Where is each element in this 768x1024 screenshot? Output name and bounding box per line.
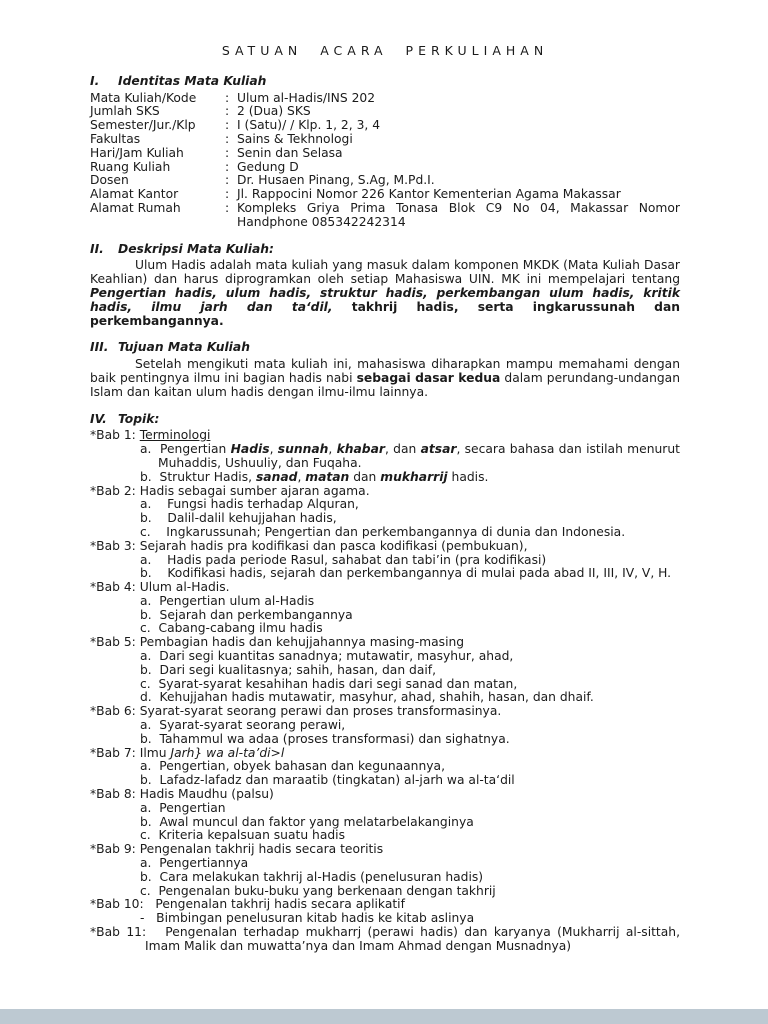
section-topics-heading bbox=[90, 413, 680, 427]
text-segment: d. Kehujjahan hadis mutawatir, masyhur, ahad, shahih, hasan, dan dhaif. bbox=[140, 690, 594, 705]
identity-row-separator: : bbox=[225, 104, 230, 119]
identity-row-label: Alamat Kantor bbox=[90, 187, 179, 202]
section-topics-number: IV. bbox=[90, 411, 107, 426]
identity-row-value: 2 (Dua) SKS bbox=[237, 104, 311, 119]
section-identity-heading bbox=[90, 75, 680, 89]
text-segment: c. Syarat-syarat kesahihan hadis dari segi sanad dan matan, bbox=[140, 676, 518, 691]
topic-item bbox=[140, 664, 680, 678]
text-segment: *Bab 10: Pengenalan takhrij hadis secara aplikatif bbox=[90, 897, 405, 912]
text-segment: a. Pengertian ulum al-Hadis bbox=[140, 593, 315, 608]
text-segment: - Bimbingan penelusuran kitab hadis ke kitab aslinya bbox=[140, 911, 475, 926]
text-segment: *Bab 5: Pembagian hadis dan kehujjahannya masing-masing bbox=[90, 635, 465, 650]
text-segment: *Bab 11: Pengenalan terhadap mukharrj (perawi hadis) dan karyanya (Mukharrij al-sittah, Imam Malik dan muwatta’nya dan Imam Ahmad dengan Musnadnya) bbox=[90, 925, 680, 953]
text-segment: a. Hadis pada periode Rasul, sahabat dan tabi’in (pra kodifikasi) bbox=[140, 552, 547, 567]
identity-row-value: Ulum al-Hadis/INS 202 bbox=[237, 90, 376, 105]
identity-row-value: Kompleks Griya Prima Tonasa Blok C9 No 04, Makassar Nomor Handphone 085342242314 bbox=[237, 200, 680, 229]
text-segment: a. Syarat-syarat seorang perawi, bbox=[140, 718, 346, 733]
identity-row-label: Ruang Kuliah bbox=[90, 159, 171, 174]
topic-item bbox=[140, 774, 680, 788]
identity-row-separator: : bbox=[225, 200, 230, 215]
topic-item bbox=[140, 678, 680, 692]
text-segment: khabar bbox=[336, 442, 385, 457]
text-segment: Setelah mengikuti mata kuliah ini, mahasiswa diharapkan mampu memahami dengan baik pentingnya ilmu ini bagian hadis nabi bbox=[90, 357, 680, 385]
section-topics bbox=[90, 413, 680, 954]
identity-row-separator: : bbox=[225, 131, 230, 146]
topic-item bbox=[90, 843, 680, 857]
text-segment: *Bab 8: Hadis Maudhu (palsu) bbox=[90, 787, 274, 802]
text-segment: c. Cabang-cabang ilmu hadis bbox=[140, 621, 323, 636]
section-objective-title: Tujuan Mata Kuliah bbox=[118, 340, 250, 355]
viewer-bottom-bar bbox=[0, 1009, 768, 1024]
text-segment: serta ingkarussunah dan perkembangannya. bbox=[90, 299, 680, 328]
text-segment: b. Dalil-dalil kehujjahan hadis, bbox=[140, 511, 337, 526]
topic-item bbox=[140, 733, 680, 747]
text-segment: , bbox=[297, 469, 306, 484]
topic-item bbox=[140, 622, 680, 636]
topic-item bbox=[140, 512, 680, 526]
topic-item bbox=[90, 581, 680, 595]
topic-item bbox=[90, 926, 680, 954]
topic-item bbox=[140, 829, 680, 843]
section-identity bbox=[90, 75, 680, 230]
text-segment: a. Pengertian bbox=[140, 442, 231, 457]
section-objective-number: III. bbox=[90, 340, 109, 355]
text-segment: b. Kodifikasi hadis, sejarah dan perkembangannya di mulai pada abad II, III, IV, V, H. bbox=[140, 566, 672, 581]
text-segment: a. Dari segi kuantitas sanadnya; mutawatir, masyhur, ahad, bbox=[140, 649, 514, 664]
text-segment: b. Sejarah dan perkembangannya bbox=[140, 607, 353, 622]
section-description-title: Deskripsi Mata Kuliah: bbox=[118, 241, 274, 256]
section-description bbox=[90, 243, 680, 329]
topic-item bbox=[90, 705, 680, 719]
text-segment: c. Pengenalan buku-buku yang berkenaan dengan takhrij bbox=[140, 883, 496, 898]
topic-item bbox=[140, 471, 680, 485]
text-segment: , secara bahasa dan istilah menurut Muhaddis, Ushuuliy, dan Fuqaha. bbox=[158, 442, 680, 470]
section-objective bbox=[90, 341, 680, 399]
text-segment: b. Tahammul wa adaa (proses transformasi) dan sighatnya. bbox=[140, 731, 510, 746]
identity-row bbox=[90, 119, 680, 133]
identity-row bbox=[90, 161, 680, 175]
topic-item bbox=[140, 609, 680, 623]
topic-item bbox=[140, 719, 680, 733]
text-segment: sanad bbox=[255, 469, 298, 484]
text-segment: Ulum Hadis adalah mata kuliah yang masuk dalam komponen MKDK (Mata Kuliah Dasar Keahlian) dan harus diprogramkan oleh setiap Mahasiswa UIN. MK ini mempelajari tentang bbox=[90, 258, 680, 287]
identity-row-value: I (Satu)/ / Klp. 1, 2, 3, 4 bbox=[237, 118, 381, 133]
identity-row-value: Jl. Rappocini Nomor 226 Kantor Kementerian Agama Makassar bbox=[237, 187, 621, 202]
identity-row bbox=[90, 133, 680, 147]
text-segment: a. Pengertiannya bbox=[140, 856, 249, 871]
identity-row bbox=[90, 147, 680, 161]
text-segment: , bbox=[269, 442, 278, 457]
text-segment: b. Awal muncul dan faktor yang melatarbelakanginya bbox=[140, 814, 474, 829]
text-segment: *Bab 3: Sejarah hadis pra kodifikasi dan pasca kodifikasi (pembukuan), bbox=[90, 538, 528, 553]
text-segment: matan bbox=[305, 469, 350, 484]
topic-item bbox=[140, 554, 680, 568]
text-segment: , dan bbox=[384, 442, 421, 457]
text-segment: *Bab 9: Pengenalan takhrij hadis secara teoritis bbox=[90, 842, 384, 857]
text-segment: a. Pengertian, obyek bahasan dan kegunaannya, bbox=[140, 759, 445, 774]
identity-row-value: Senin dan Selasa bbox=[237, 145, 343, 160]
identity-row bbox=[90, 92, 680, 106]
identity-row bbox=[90, 188, 680, 202]
identity-row-label: Dosen bbox=[90, 173, 129, 188]
text-segment: c. Ingkarussunah; Pengertian dan perkembangannya di dunia dan Indonesia. bbox=[140, 524, 626, 539]
topic-item bbox=[140, 816, 680, 830]
identity-row-label: Semester/Jur./Klp bbox=[90, 118, 196, 133]
identity-row bbox=[90, 202, 680, 230]
text-segment: hadis. bbox=[447, 469, 489, 484]
text-segment: Jarh} wa al-ta’di>l bbox=[170, 745, 285, 760]
section-identity-number: I. bbox=[90, 73, 100, 88]
topic-item bbox=[140, 802, 680, 816]
topic-item bbox=[140, 526, 680, 540]
identity-row-separator: : bbox=[225, 90, 230, 105]
section-description-heading bbox=[90, 243, 680, 257]
text-segment: Terminologi bbox=[139, 428, 211, 443]
identity-row-value: Dr. Husaen Pinang, S.Ag, M.Pd.I. bbox=[237, 173, 435, 188]
topic-item bbox=[90, 898, 680, 912]
text-segment: *Bab 1: bbox=[90, 428, 140, 443]
identity-row-separator: : bbox=[225, 187, 230, 202]
identity-row-separator: : bbox=[225, 145, 230, 160]
identity-row-label: Alamat Rumah bbox=[90, 200, 181, 215]
identity-row-separator: : bbox=[225, 118, 230, 133]
text-segment: b. Struktur Hadis, bbox=[140, 469, 256, 484]
topic-item bbox=[140, 443, 680, 471]
description-paragraph bbox=[90, 259, 680, 328]
identity-row bbox=[90, 105, 680, 119]
topic-item bbox=[140, 691, 680, 705]
text-segment: a. Pengertian bbox=[140, 800, 226, 815]
text-segment: dalam perundang-undangan Islam dan kaitan ulum hadis dengan ilmu-ilmu lainnya. bbox=[90, 370, 681, 399]
text-segment: mukharrij bbox=[380, 469, 448, 484]
text-segment: *Bab 6: Syarat-syarat seorang perawi dan proses transformasinya. bbox=[90, 704, 502, 719]
text-segment: *Bab 7: Ilmu bbox=[90, 745, 171, 760]
topic-item bbox=[90, 636, 680, 650]
identity-row-label: Hari/Jam Kuliah bbox=[90, 145, 184, 160]
identity-row-value: Gedung D bbox=[237, 159, 299, 174]
objective-paragraph bbox=[90, 358, 680, 399]
text-segment: takhrij hadis, bbox=[332, 299, 478, 314]
identity-row-label: Mata Kuliah/Kode bbox=[90, 90, 197, 105]
topic-item bbox=[140, 885, 680, 899]
text-segment: , bbox=[328, 442, 337, 457]
identity-row-value: Sains & Tekhnologi bbox=[237, 131, 353, 146]
identity-row bbox=[90, 174, 680, 188]
topic-item bbox=[90, 429, 680, 443]
topic-item bbox=[90, 540, 680, 554]
identity-row-label: Jumlah SKS bbox=[90, 104, 160, 119]
text-segment: b. Lafadz-lafadz dan maraatib (tingkatan) al-jarh wa al-ta‘dil bbox=[140, 773, 515, 788]
topic-item bbox=[140, 760, 680, 774]
text-segment: b. Dari segi kualitasnya; sahih, hasan, dan daif, bbox=[140, 662, 437, 677]
identity-row-separator: : bbox=[225, 159, 230, 174]
topic-item bbox=[90, 788, 680, 802]
text-segment: dan bbox=[349, 469, 381, 484]
topic-item bbox=[140, 595, 680, 609]
identity-table bbox=[90, 92, 680, 230]
text-segment: *Bab 4: Ulum al-Hadis. bbox=[90, 580, 230, 595]
topic-item bbox=[140, 650, 680, 664]
text-segment: sunnah bbox=[277, 442, 329, 457]
identity-row-label: Fakultas bbox=[90, 131, 141, 146]
section-objective-heading bbox=[90, 341, 680, 355]
topic-item bbox=[140, 498, 680, 512]
section-description-number: II. bbox=[90, 241, 104, 256]
text-segment: Hadis bbox=[230, 442, 270, 457]
identity-row-separator: : bbox=[225, 173, 230, 188]
text-segment: c. Kriteria kepalsuan suatu hadis bbox=[140, 828, 345, 843]
topic-item bbox=[140, 857, 680, 871]
text-segment: Pengertian hadis, ulum hadis, struktur hadis, perkembangan ulum hadis, kritik hadis, ilmu jarh dan ta‘dil, bbox=[90, 285, 680, 314]
text-segment: atsar bbox=[420, 442, 457, 457]
topic-item bbox=[140, 567, 680, 581]
document-title: SATUAN ACARA PERKULIAHAN bbox=[221, 43, 549, 58]
text-segment: b. Cara melakukan takhrij al-Hadis (penelusuran hadis) bbox=[140, 869, 484, 884]
section-topics-title: Topik: bbox=[118, 411, 160, 426]
section-identity-title: Identitas Mata Kuliah bbox=[118, 73, 267, 88]
topic-item bbox=[140, 912, 680, 926]
text-segment: *Bab 2: Hadis sebagai sumber ajaran agama. bbox=[90, 483, 370, 498]
topic-item bbox=[90, 747, 680, 761]
topic-item bbox=[90, 485, 680, 499]
text-segment: sebagai dasar kedua bbox=[356, 370, 501, 385]
text-segment: a. Fungsi hadis terhadap Alquran, bbox=[140, 497, 359, 512]
topics-list bbox=[90, 429, 680, 953]
topic-item bbox=[140, 871, 680, 885]
